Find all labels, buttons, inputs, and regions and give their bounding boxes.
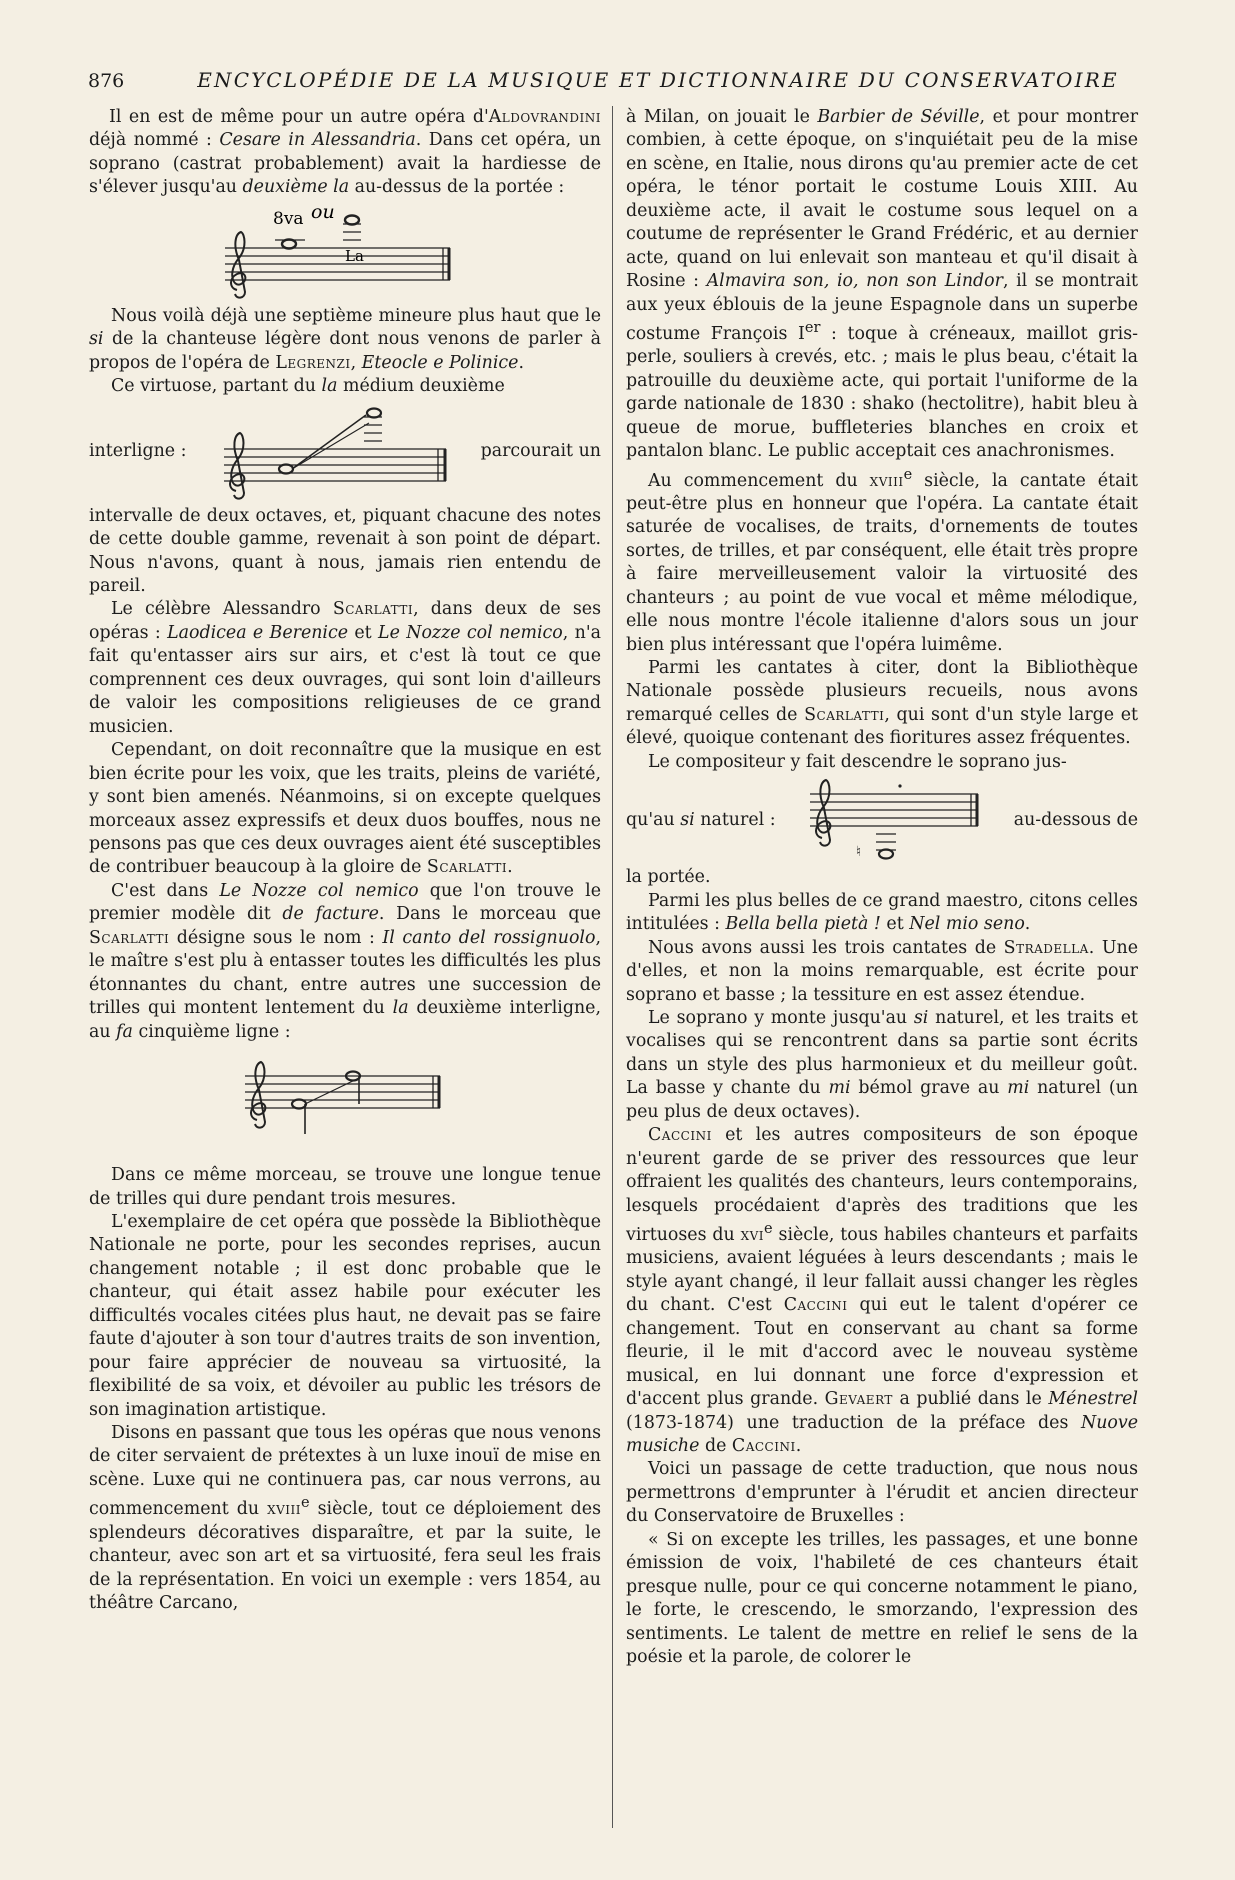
paragraph: Nous avons aussi les trois cantates de Stradella. Une d'elles, et non la moins remarquable, est écrite pour soprano et basse ; la tessiture en est assez étendue. <box>626 937 1138 1005</box>
paragraph: Parmi les plus belles de ce grand maestro, citons celles intitulées : Bella bella pietà ! et Nel mio seno. <box>626 890 1138 935</box>
paragraph: Voici un passage de cette traduction, que nous nous permettrons d'emprunter à l'érudit et ancien directeur du Conservatoire de Bruxelles : <box>626 1459 1138 1527</box>
page-number: 876 <box>88 70 125 92</box>
paragraph: Le célèbre Alessandro Scarlatti, dans deux de ses opéras : Laodicea e Berenice et Le Nozze col nemico, n'a fait qu'entasser airs sur airs, et c'est là tout ce que comprennent ces deux ouvrages, qui sont loin d'ailleurs de valoir les compositions religieuses de ce grand musicien. <box>89 599 602 737</box>
paragraph: intervalle de deux octaves, et, piquant chacune des notes de cette double gamme, revenait à son point de départ. Nous n'avons, quant à nous, jamais rien entendu de pareil. <box>89 505 601 596</box>
paragraph: Ce virtuose, partant du la médium deuxième <box>111 376 505 397</box>
paragraph: « Si on excepte les trilles, les passages, et une bonne émission de voix, l'habileté de ces chanteurs était presque nulle, pour ce qui concerne notamment le piano, le forte, le crescendo, le smorzando, l'expression des sentiments. Le talent de mettre en relief le sens de la poésie et la parole, de colorer le <box>626 1529 1138 1668</box>
paragraph: Il en est de même pour un autre opéra d'Aldovrandini déjà nommé : Cesare in Alessandria. Dans cet opéra, un soprano (castrat probablement) avait la hardiesse de s'élever jusqu'au deuxième la au-dessus de la portée : <box>89 107 601 198</box>
right-column <box>626 106 1138 1669</box>
octave-mark: 8va <box>273 208 304 229</box>
paragraph: Disons en passant que tous les opéras que nous venons de citer servaient de prétextes à un luxe inouï de mise en scène. Luxe qui ne continuera pas, car nous verrons, au commencement du xviii$^e$ siècle, tout ce déploiement des splendeurs décoratives disparaître, et par la suite, le chanteur, avec son art et sa virtuosité, fera seul les frais de la représentation. En voici un exemple : vers 1854, au théâtre Carcano, <box>89 1423 602 1613</box>
music-example-4: qu'au si naturel : ♮ au-dessous de <box>626 774 1138 866</box>
paragraph: à Milan, on jouait le Barbier de Séville, et pour montrer combien, à cette époque, on s'inquiétait peu de la mise en scène, en Italie, nous dirons qu'au premier acte de cet opéra, le ténor portait le costume Louis XIII. Au deuxième acte, il avait le costume sous lequel on a coutume de représenter le Grand Frédéric, et au dernier acte, quand on lui enlevait son manteau et qu'il disait à Rosine : Almavira son, io, non son Lindor, il se montrait aux yeux éblouis de la jeune Espagnole dans un superbe costume François Ier : toque à créneaux, maillot gris-perle, souliers à crevés, etc. ; mais le plus beau, c'était la patrouille du deuxième acte, qui portait l'uniforme de la garde nationale de 1830 : shako (hectolitre), habit bleu à queue de morue, buffleteries blanches en croix et pantalon blanc. Le public acceptait ces anachronismes. <box>626 107 1139 462</box>
paragraph: Dans ce même morceau, se trouve une longue tenue de trilles qui dure pendant trois mesures. <box>89 1165 601 1209</box>
paragraph: Caccini et les autres compositeurs de son époque n'eurent garde de se priver des ressources que leur offraient les qualités des chanteurs, leurs contemporains, lesquels procédaient d'après des traditions que les virtuoses du xvi$^e$ siècle, tous habiles chanteurs et parfaits musiciens, avaient léguées à leurs descendants ; mais le style ayant changé, il leur fallait aussi changer les règles du chant. C'est Caccini qui eut le talent d'opérer ce changement. Tout en conservant au chant sa forme fleurie, il le mit d'accord avec le nouveau système musical, en lui donnant une force d'expression et d'accent plus grande. Gevaert a publié dans le Ménestrel (1873-1874) une traduction de la préface des Nuove musiche de Caccini. <box>626 1125 1139 1456</box>
column-divider <box>612 106 613 1828</box>
paragraph: la portée. <box>626 867 711 888</box>
paragraph: Le soprano y monte jusqu'au si naturel, et les traits et vocalises qui se rencontrent dans sa partie sont écrits dans un style des plus harmonieux et du meilleur goût. La basse y chante du mi bémol grave au mi naturel (un peu plus de deux octaves). <box>626 1008 1139 1122</box>
paragraph: L'exemplaire de cet opéra que possède la Bibliothèque Nationale ne porte, pour les secondes reprises, aucun changement notable ; il est donc probable que le chanteur, qui était assez habile pour exécuter les difficultés vocales citées plus haut, ne devait pas se faire faute d'ajouter à son tour d'autres traits de son invention, pour faire apprécier de nouveau sa virtuosité, la flexibilité de sa voix, et dévoiler au public les trésors de son imagination artistique. <box>89 1211 601 1420</box>
paragraph: Parmi les cantates à citer, dont la Bibliothèque Nationale possède plusieurs recueils, nous avons remarqué celles de Scarlatti, qui sont d'un style large et élevé, quoique contenant des fioritures assez fréquentes. <box>626 658 1138 749</box>
paragraph: C'est dans Le Nozze col nemico que l'on trouve le premier modèle dit de facture. Dans le morceau que Scarlatti désigne sous le nom : Il canto del rossignuolo, le maître s'est plu à entasser toutes les difficultés les plus étonnantes du chant, entre autres une succession de trilles qui montent lentement du la deuxième interligne, au fa cinquième ligne : <box>89 880 601 1042</box>
paragraph: Cependant, on doit reconnaître que la musique en est bien écrite pour les voix, que les traits, pleins de variété, y sont bien amenés. Néanmoins, si on excepte quelques morceaux assez expressifs et deux duos bouffes, nous ne pensons pas que ces deux ouvrages aient été susceptibles de contribuer beaucoup à la gloire de Scarlatti. <box>89 740 601 878</box>
music-example-2: interligne : parcourait un <box>89 399 601 505</box>
paragraph: Au commencement du xviii$^e$ siècle, la cantate était peut-être plus en honneur que l'opéra. La cantate était saturée de vocalises, de traits, d'ornements de toutes sortes, de trilles, et par conséquent, elle était très propre à faire merveilleusement valoir la virtuosité des chanteurs ; au point de vue vocal et même mélodique, elle nous montre l'école italienne d'alors sous un jour bien plus intéressant que l'opéra luimême. <box>626 466 1138 655</box>
music-example-1 <box>89 200 601 305</box>
paragraph: Nous voilà déjà une septième mineure plus haut que le si de la chanteuse légère dont nous venons de parler à propos de l'opéra de Legrenzi, Eteocle e Polinice. <box>89 305 601 373</box>
paragraph: Le compositeur y fait descendre le soprano jus- <box>648 751 1067 772</box>
ou-label: ou <box>311 200 335 223</box>
left-column <box>89 106 601 1615</box>
page-header <box>88 68 1138 98</box>
running-title: ENCYCLOPÉDIE DE LA MUSIQUE ET DICTIONNAIRE DU CONSERVATOIRE <box>197 68 1119 92</box>
la-label: La <box>345 246 364 265</box>
svg-text:♮: ♮ <box>855 844 861 861</box>
music-example-3 <box>89 1044 601 1164</box>
